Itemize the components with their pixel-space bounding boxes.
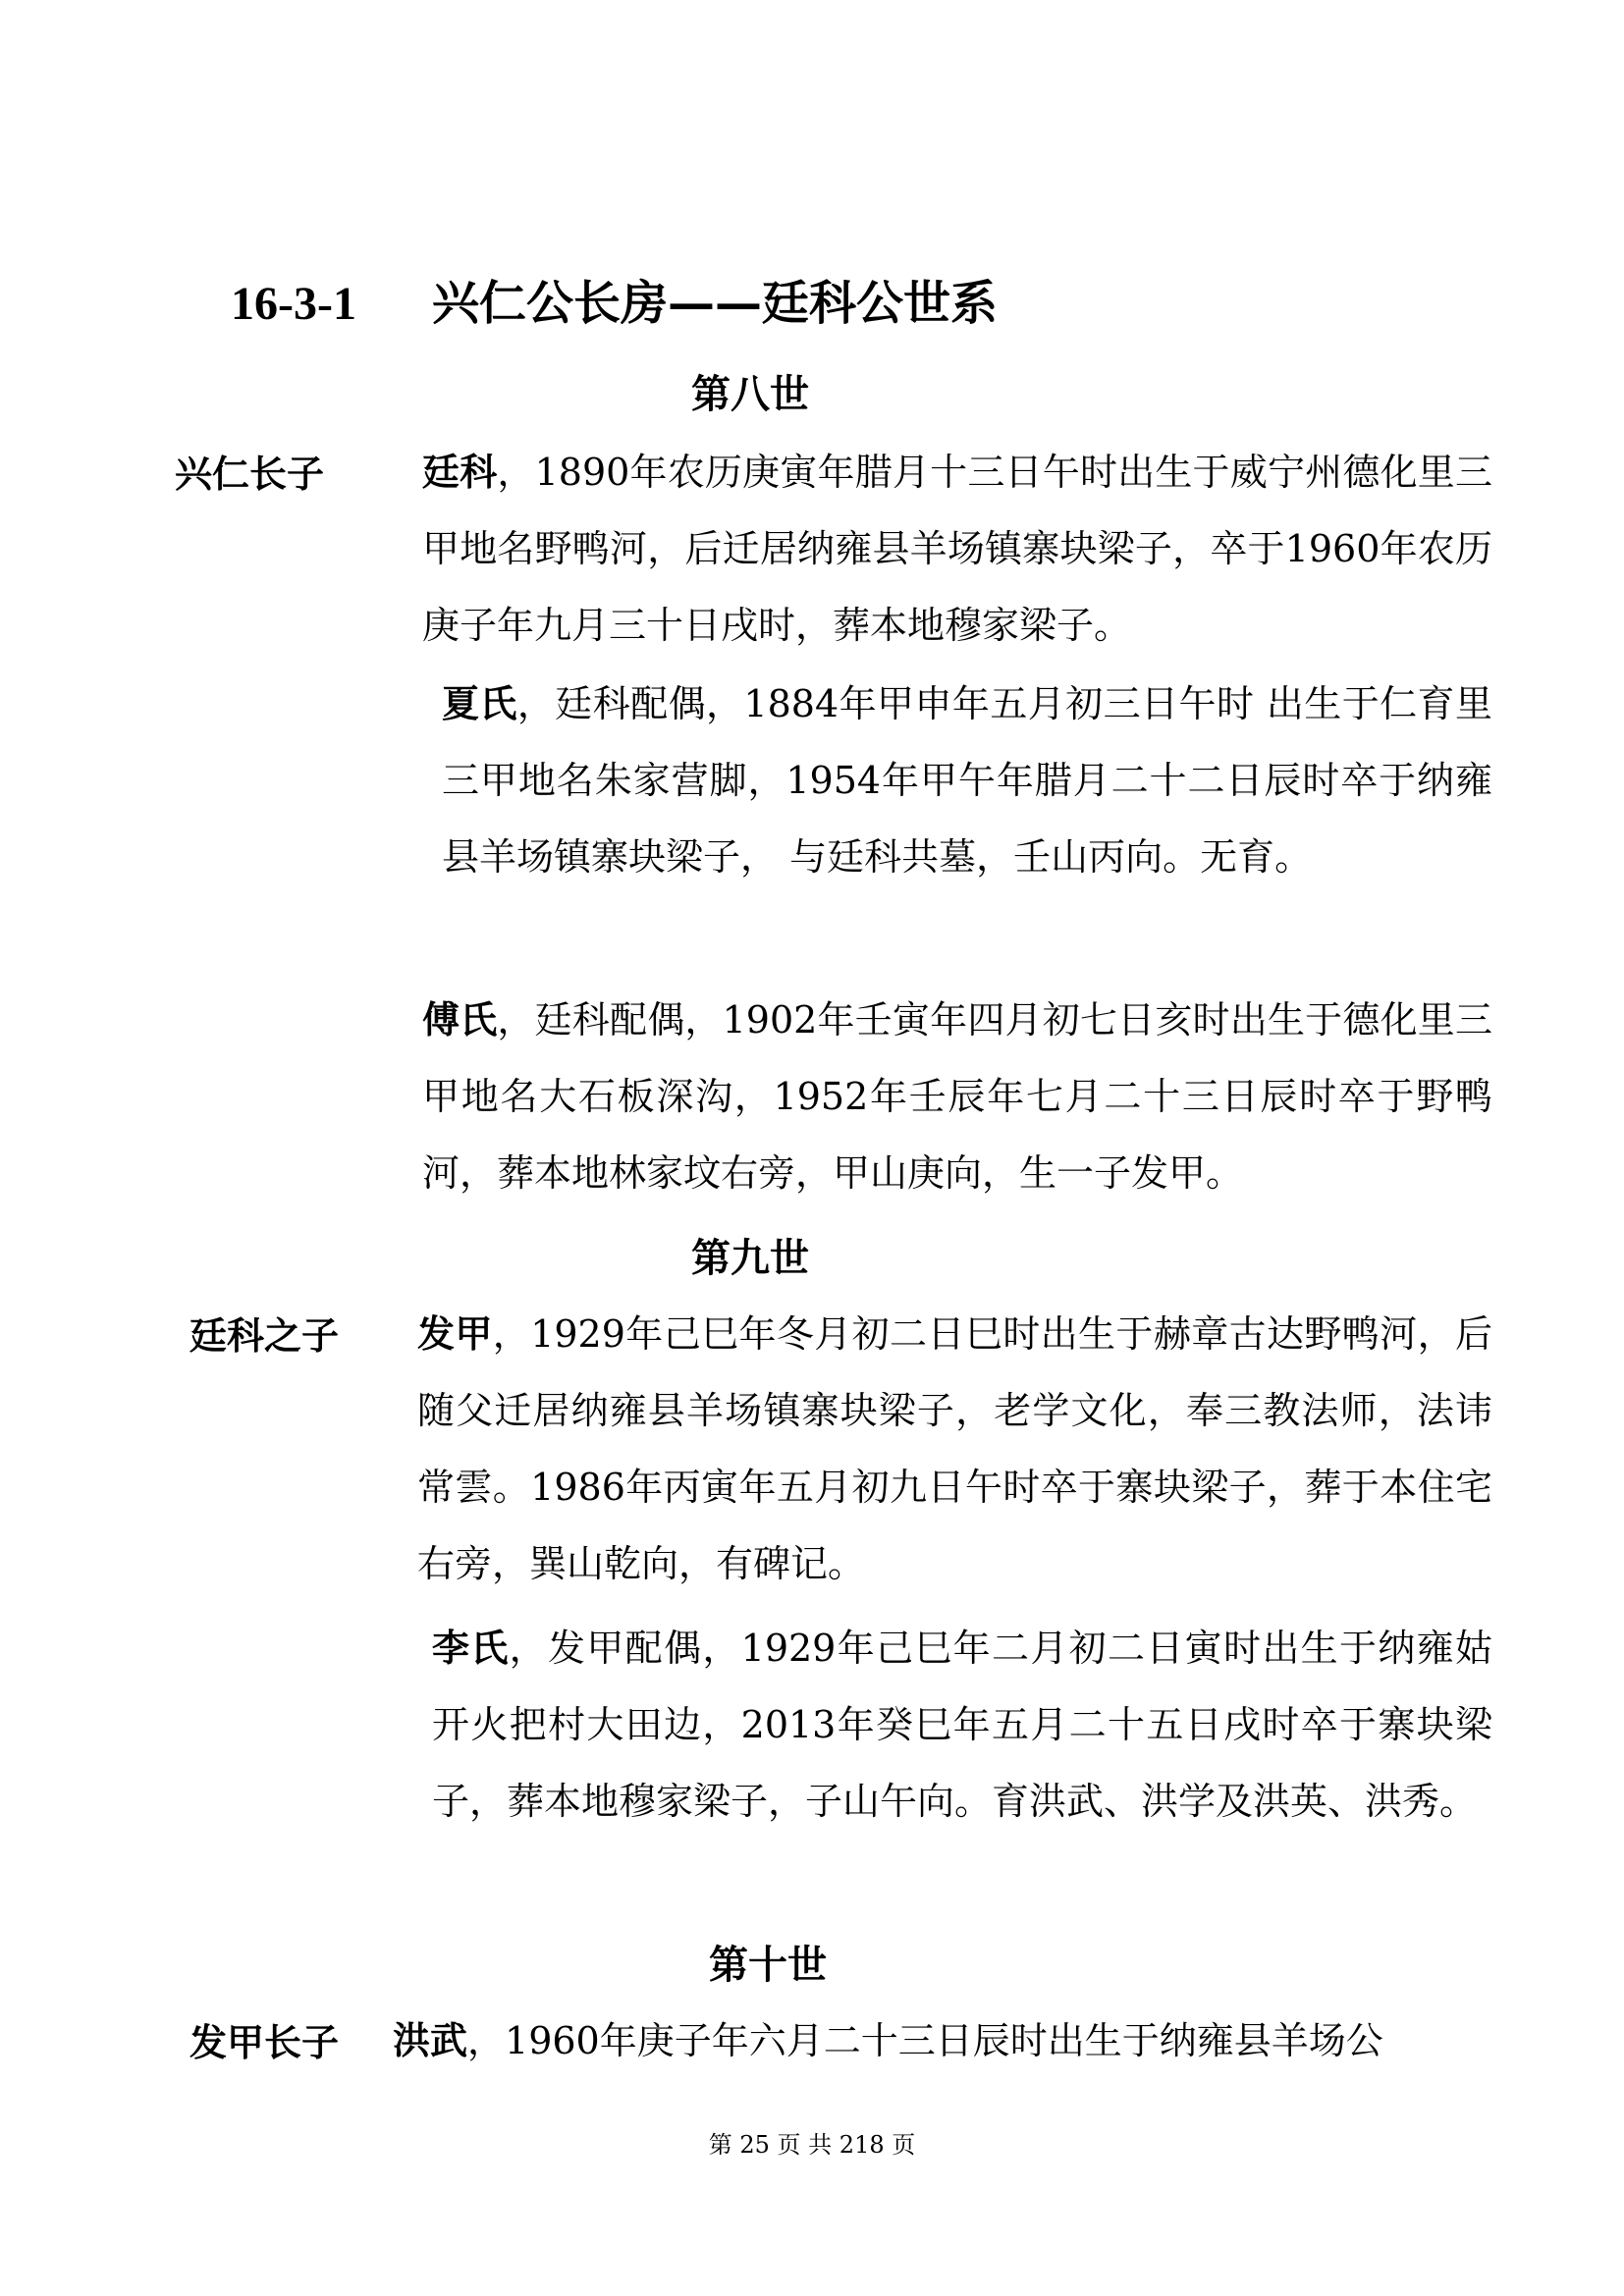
page-footer: 第 25 页 共 218 页 xyxy=(708,2131,916,2159)
person-name: 傅氏 xyxy=(422,997,498,1041)
relation-label: 发甲长子 xyxy=(189,2020,340,2064)
relation-label: 兴仁长子 xyxy=(175,452,325,496)
person-name: 廷科 xyxy=(422,450,498,494)
entry-text: ，廷科配偶，1902年壬寅年四月初七日亥时出生于德化里三甲地名大石板深沟，1952年壬辰年七月二十三日辰时卒于野鸭河，葬本地林家坟右旁，甲山庚向，生一子发甲。 xyxy=(422,998,1492,1195)
section-number: 16-3-1 xyxy=(231,278,356,330)
generation-heading: 第九世 xyxy=(691,1235,809,1281)
section-title: 兴仁公长房——廷科公世系 xyxy=(432,276,999,331)
relation-label: 廷科之子 xyxy=(189,1313,340,1358)
entry-paragraph xyxy=(432,1610,1492,1840)
person-name: 李氏 xyxy=(432,1626,510,1670)
entry-paragraph xyxy=(422,434,1492,664)
person-name: 洪武 xyxy=(393,2018,468,2062)
person-name: 发甲 xyxy=(417,1311,493,1356)
entry-paragraph xyxy=(422,982,1492,1211)
entry-text: ，廷科配偶，1884年甲申年五月初三日午时 出生于仁育里三甲地名朱家营脚，1954年甲午年腊月二十二日辰时卒于纳雍县羊场镇寨块梁子， 与廷科共墓，壬山丙向。无育。 xyxy=(442,682,1492,879)
entry-text: ，发甲配偶，1929年己巳年二月初二日寅时出生于纳雍姑开火把村大田边，2013年癸巳年五月二十五日戌时卒于寨块梁子，葬本地穆家梁子，子山午向。育洪武、洪学及洪英、洪秀。 xyxy=(432,1627,1492,1823)
generation-heading: 第八世 xyxy=(691,371,809,417)
entry-paragraph xyxy=(417,1296,1492,1602)
entry-text: ，1960年庚子年六月二十三日辰时出生于纳雍县羊场公 xyxy=(467,2019,1383,2062)
entry-text: ，1890年农历庚寅年腊月十三日午时出生于威宁州德化里三甲地名野鸭河，后迁居纳雍县羊场镇寨块梁子，卒于1960年农历庚子年九月三十日戌时，葬本地穆家梁子。 xyxy=(422,451,1492,647)
entry-paragraph xyxy=(393,2002,1502,2079)
page-title xyxy=(231,265,998,333)
entry-paragraph xyxy=(442,666,1492,895)
entry-text: ，1929年己巳年冬月初二日巳时出生于赫章古达野鸭河，后随父迁居纳雍县羊场镇寨块梁子，老学文化，奉三教法师，法讳常雲。1986年丙寅年五月初九日午时卒于寨块梁子，葬于本住宅右旁，巽山乾向，有碑记。 xyxy=(417,1312,1492,1585)
generation-heading: 第十世 xyxy=(709,1942,827,1988)
person-name: 夏氏 xyxy=(442,681,517,725)
